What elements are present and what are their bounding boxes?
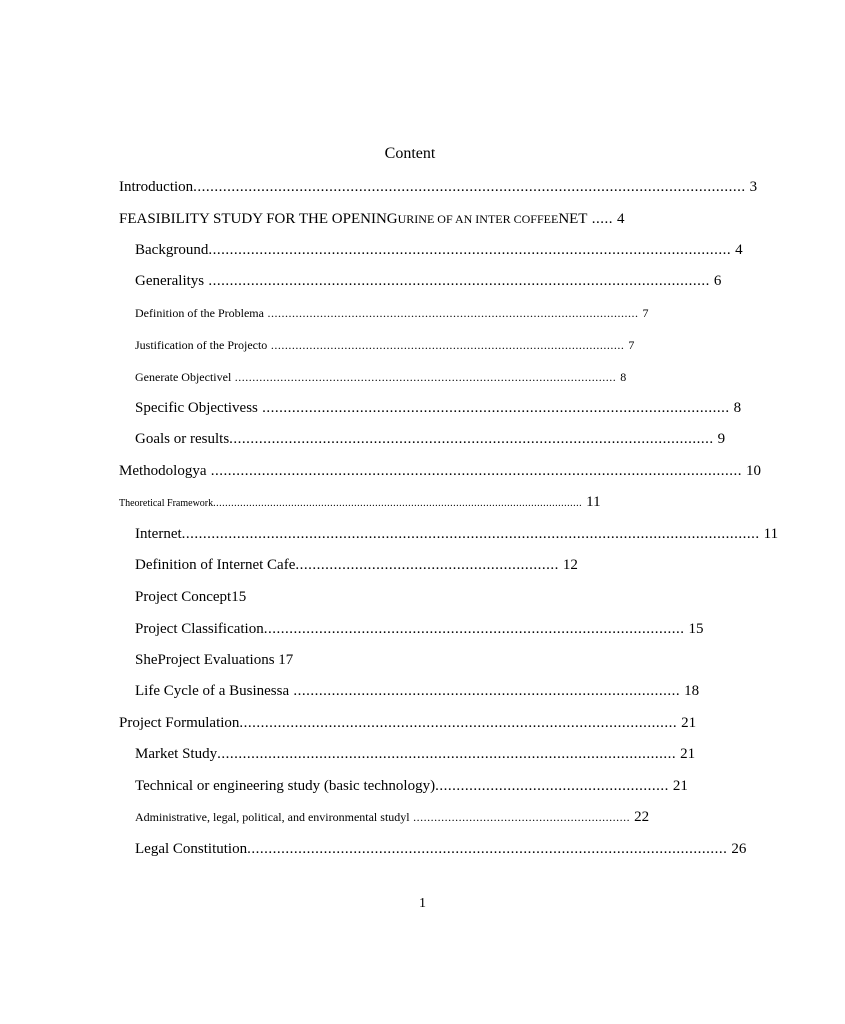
toc-entry-goals[interactable] xyxy=(135,429,726,449)
toc-page-number: 21 xyxy=(681,715,697,731)
toc-page-number: 18 xyxy=(684,683,700,699)
toc-entry-definition-problem[interactable] xyxy=(135,303,715,323)
toc-entry-label-tail: NET xyxy=(558,211,588,227)
toc-page-number: 21 xyxy=(680,746,696,762)
toc-entry-label: Theoretical Framework xyxy=(119,498,214,509)
toc-entry-project-evaluations[interactable] xyxy=(135,650,435,670)
toc-entry-label: Methodologya xyxy=(119,463,207,479)
toc-entry-label: Project Formulation xyxy=(119,715,240,731)
toc-entry-project-concept[interactable] xyxy=(135,587,435,607)
toc-page-number: 15 xyxy=(688,621,704,637)
toc-leader-dots: .................................................................................................................................. xyxy=(193,179,746,195)
toc-leader-dots: ........................................................................................................................................ xyxy=(181,526,760,542)
toc-entry-label: Project Concept15 xyxy=(135,589,247,605)
toc-entry-general-objective[interactable] xyxy=(135,367,715,387)
toc-page-number: 26 xyxy=(731,841,747,857)
toc-entry-label: Generate Objectivel xyxy=(135,370,232,384)
toc-page-number: 3 xyxy=(749,179,758,195)
toc-page-number: 9 xyxy=(717,431,726,447)
toc-entry-label: Technical or engineering study (basic technology) xyxy=(135,778,436,794)
toc-entry-feasibility-study[interactable] xyxy=(119,209,649,229)
toc-entry-label: Life Cycle of a Businessa xyxy=(135,683,290,699)
toc-page-number: 4 xyxy=(735,242,743,258)
toc-leader-dots: ............................................................................................................ xyxy=(217,746,677,762)
toc-entry-label: Market Study xyxy=(135,746,218,762)
toc-entry-administrative-study[interactable] xyxy=(135,807,710,827)
toc-entry-technical-study[interactable] xyxy=(135,776,688,796)
toc-leader-dots: ..................................................................................................... xyxy=(267,338,625,352)
toc-entry-project-formulation[interactable] xyxy=(119,713,697,733)
toc-leader-dots: .............................................................. xyxy=(409,810,631,824)
toc-leader-dots: ................................................................................................................. xyxy=(247,841,728,857)
toc-entry-theoretical-framework[interactable] xyxy=(119,492,729,512)
toc-leader-dots: ............................................................................................................. xyxy=(231,370,617,384)
toc-entry-internet[interactable] xyxy=(135,524,779,544)
toc-leader-dots: ........................................................................................................................... xyxy=(213,498,583,509)
toc-leader-dots: .............................................................. xyxy=(295,557,559,573)
toc-leader-dots: .............................................................................................................. xyxy=(257,400,730,416)
toc-leader-dots: ..... xyxy=(587,211,613,227)
toc-entry-label: FEASIBILITY STUDY FOR THE OPENING xyxy=(119,211,398,227)
toc-entry-generalitys[interactable] xyxy=(135,271,722,291)
toc-entry-legal-constitution[interactable] xyxy=(135,839,747,859)
toc-leader-dots: .................................................................................................................. xyxy=(229,431,714,447)
toc-entry-justification[interactable] xyxy=(135,335,710,355)
toc-leader-dots: ............................................................................................................................. xyxy=(206,463,742,479)
toc-page-number: 6 xyxy=(713,273,722,289)
toc-entry-project-classification[interactable] xyxy=(135,619,704,639)
toc-entry-life-cycle[interactable] xyxy=(135,681,700,701)
toc-entry-label: SheProject Evaluations 17 xyxy=(135,652,294,668)
toc-entry-label: Legal Constitution xyxy=(135,841,248,857)
toc-entry-label: Specific Objectivess xyxy=(135,400,258,416)
toc-entry-label: Generalitys xyxy=(135,273,205,289)
toc-page-number: 7 xyxy=(628,338,635,352)
toc-entry-specific-objectives[interactable] xyxy=(135,398,742,418)
toc-entry-label: Project Classification xyxy=(135,621,264,637)
toc-entry-label: Goals or results xyxy=(135,431,230,447)
page-title: Content xyxy=(384,145,436,162)
toc-leader-dots: ...................................................................................................................... xyxy=(204,273,710,289)
toc-entry-introduction[interactable] xyxy=(119,177,758,197)
toc-entry-label: Introduction xyxy=(119,179,194,195)
toc-page-number: 4 xyxy=(616,211,625,227)
toc-entry-definition-internet-cafe[interactable] xyxy=(135,555,578,575)
toc-page-number: 11 xyxy=(586,494,601,510)
toc-page-number: 8 xyxy=(733,400,742,416)
toc-entry-label: Internet xyxy=(135,526,182,542)
toc-entry-methodology[interactable] xyxy=(119,461,761,481)
toc-entry-label: Background xyxy=(135,242,209,258)
footer-page-number: 1 xyxy=(419,896,426,911)
toc-page-number: 10 xyxy=(746,463,761,479)
toc-leader-dots: ........................................................................................... xyxy=(289,683,681,699)
toc-leader-dots: ................................................................................................... xyxy=(263,621,685,637)
toc-entry-market-study[interactable] xyxy=(135,744,696,764)
toc-page-number: 12 xyxy=(562,557,578,573)
toc-page-number: 22 xyxy=(634,809,650,825)
toc-page-number: 21 xyxy=(672,778,688,794)
toc-leader-dots: .......................................................................................................... xyxy=(263,306,639,320)
toc-entry-label: Justification of the Projecto xyxy=(135,338,268,352)
toc-entry-label: Administrative, legal, political, and environmental studyl xyxy=(135,810,410,824)
toc-page-number: 7 xyxy=(642,306,649,320)
toc-page-number: 8 xyxy=(620,370,627,384)
toc-entry-label-smallcaps: URINE OF AN INTER COFFEE xyxy=(397,212,559,226)
toc-entry-label: Definition of the Problema xyxy=(135,306,264,320)
toc-entry-label: Definition of Internet Cafe xyxy=(135,557,296,573)
toc-leader-dots: ....................................................................................................... xyxy=(239,715,678,731)
toc-leader-dots: ........................................................................................................................... xyxy=(208,242,732,258)
toc-page-number: 11 xyxy=(763,526,779,542)
toc-entry-background[interactable] xyxy=(135,240,743,260)
toc-leader-dots: ....................................................... xyxy=(435,778,669,794)
